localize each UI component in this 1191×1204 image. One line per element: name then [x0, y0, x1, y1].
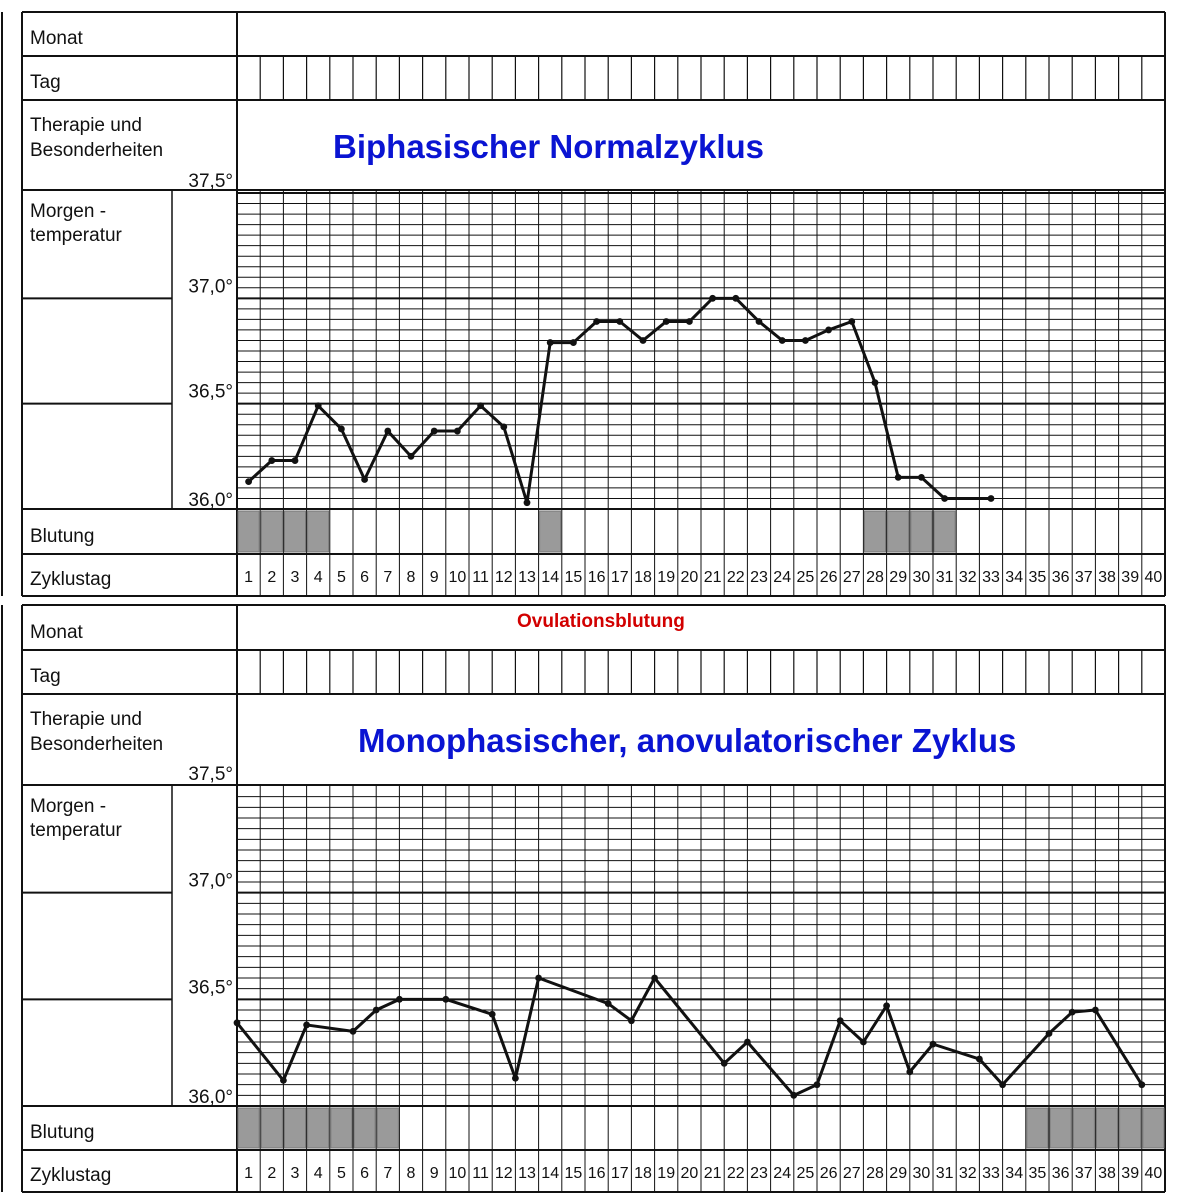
- zyklustag-number: 30: [912, 569, 931, 586]
- label-monat: Monat: [30, 622, 83, 643]
- temperature-point: [489, 1011, 496, 1018]
- zyklustag-number: 10: [448, 1165, 467, 1182]
- label-zyklustag: Zyklustag: [30, 1165, 112, 1186]
- blutung-cell: [1143, 1108, 1164, 1148]
- label-tag: Tag: [30, 72, 61, 93]
- zyklustag-number: 36: [1051, 569, 1070, 586]
- temperature-point: [709, 295, 716, 302]
- temperature-point: [512, 1075, 519, 1082]
- y-tick-label: 37,5°: [188, 764, 233, 785]
- y-tick-label: 36,0°: [188, 490, 233, 511]
- zyklustag-number: 40: [1144, 569, 1163, 586]
- zyklustag-number: 8: [406, 569, 416, 586]
- zyklustag-number: 9: [429, 569, 439, 586]
- zyklustag-number: 2: [267, 569, 277, 586]
- temperature-point: [872, 379, 879, 386]
- temperature-point: [616, 318, 623, 325]
- temperature-point: [442, 996, 449, 1003]
- temperature-point: [524, 499, 531, 506]
- temperature-point: [477, 402, 484, 409]
- zyklustag-number: 32: [958, 569, 977, 586]
- label-monat: Monat: [30, 28, 83, 49]
- y-tick-label: 37,0°: [188, 276, 233, 298]
- zyklustag-number: 13: [518, 1165, 536, 1182]
- temperature-point: [918, 474, 925, 481]
- zyklustag-number: 14: [541, 1165, 560, 1182]
- zyklustag-number: 39: [1121, 569, 1140, 586]
- monophasic-chart-sheet: [0, 600, 1191, 1199]
- temperature-point: [895, 474, 902, 481]
- zyklustag-number: 20: [680, 1165, 699, 1182]
- temperature-point: [883, 1002, 890, 1009]
- zyklustag-number: 28: [866, 1165, 884, 1182]
- temperature-point: [454, 428, 461, 435]
- zyklustag-number: 19: [657, 1165, 676, 1182]
- zyklustag-number: 38: [1098, 1165, 1116, 1182]
- zyklustag-number: 37: [1074, 1165, 1093, 1182]
- temperature-point: [268, 457, 275, 464]
- y-tick-label: 36,5°: [188, 977, 233, 999]
- temperature-point: [941, 495, 948, 502]
- temperature-point: [315, 402, 322, 409]
- temperature-point: [292, 457, 299, 464]
- temperature-point: [431, 428, 438, 435]
- temperature-point: [373, 1007, 380, 1014]
- zyklustag-number: 31: [935, 1165, 954, 1182]
- blutung-cell: [261, 511, 282, 552]
- zyklustag-number: 20: [680, 569, 699, 586]
- temperature-point: [756, 318, 763, 325]
- zyklustag-number: 37: [1074, 569, 1093, 586]
- zyklustag-number: 34: [1005, 1165, 1024, 1182]
- label-blutung: Blutung: [30, 1122, 95, 1143]
- zyklustag-number: 11: [472, 569, 489, 586]
- blutung-cell: [1096, 1108, 1117, 1148]
- zyklustag-number: 6: [360, 569, 370, 586]
- zyklustag-number: 21: [703, 569, 722, 586]
- temperature-point: [860, 1039, 867, 1046]
- temperature-point: [547, 339, 554, 346]
- zyklustag-number: 32: [958, 1165, 977, 1182]
- zyklustag-number: 7: [383, 1165, 393, 1182]
- zyklustag-number: 9: [429, 1165, 439, 1182]
- blutung-cell: [864, 511, 885, 552]
- zyklustag-number: 25: [796, 1165, 815, 1182]
- blutung-cell: [284, 1108, 305, 1148]
- temperature-point: [837, 1017, 844, 1024]
- blutung-cell: [238, 1108, 259, 1148]
- label-blutung: Blutung: [30, 526, 95, 547]
- zyklustag-number: 23: [750, 569, 768, 586]
- zyklustag-number: 40: [1144, 1165, 1163, 1182]
- zyklustag-number: 18: [634, 1165, 652, 1182]
- temperature-point: [976, 1056, 983, 1063]
- zyklustag-number: 33: [982, 569, 1000, 586]
- blutung-cell: [1073, 1108, 1094, 1148]
- blutung-cell: [888, 511, 909, 552]
- y-tick-label: 37,5°: [188, 171, 233, 192]
- y-tick-label: 37,0°: [188, 870, 233, 892]
- temperature-point: [280, 1077, 287, 1084]
- y-tick-label: 36,0°: [188, 1087, 233, 1108]
- temperature-point: [350, 1028, 357, 1035]
- zyklustag-number: 12: [494, 1165, 513, 1182]
- zyklustag-number: 34: [1005, 569, 1024, 586]
- temperature-point: [408, 453, 415, 460]
- blutung-cell: [934, 511, 955, 552]
- zyklustag-number: 5: [336, 1165, 346, 1182]
- zyklustag-number: 14: [541, 569, 560, 586]
- zyklustag-number: 27: [842, 569, 861, 586]
- zyklustag-number: 29: [889, 1165, 908, 1182]
- zyklustag-number: 10: [448, 569, 467, 586]
- zyklustag-number: 22: [726, 569, 745, 586]
- monophasic-chart: [0, 600, 1191, 1199]
- zyklustag-number: 25: [796, 569, 815, 586]
- temperature-point: [825, 327, 832, 334]
- zyklustag-number: 38: [1098, 569, 1116, 586]
- label-temperatur: temperatur: [30, 820, 122, 841]
- zyklustag-number: 30: [912, 1165, 931, 1182]
- label-temperatur: temperatur: [30, 225, 122, 246]
- chart-title: Monophasischer, anovulatorischer Zyklus: [358, 722, 1017, 759]
- temperature-point: [1069, 1009, 1076, 1016]
- label-therapie: Therapie und: [30, 115, 142, 136]
- temperature-point: [640, 337, 647, 344]
- zyklustag-number: 28: [866, 569, 884, 586]
- blutung-cell: [284, 511, 305, 552]
- temperature-point: [930, 1041, 937, 1048]
- chart-title: Biphasischer Normalzyklus: [333, 128, 764, 165]
- zyklustag-number: 8: [406, 1165, 416, 1182]
- zyklustag-number: 18: [634, 569, 652, 586]
- temperature-point: [790, 1092, 797, 1099]
- temperature-line: [249, 298, 991, 502]
- temperature-point: [396, 996, 403, 1003]
- temperature-point: [628, 1017, 635, 1024]
- temperature-point: [1092, 1007, 1099, 1014]
- zyklustag-number: 1: [244, 569, 254, 586]
- zyklustag-number: 35: [1028, 1165, 1047, 1182]
- temperature-point: [999, 1081, 1006, 1088]
- temperature-point: [500, 423, 507, 430]
- zyklustag-number: 19: [657, 569, 676, 586]
- zyklustag-number: 17: [610, 1165, 629, 1182]
- zyklustag-number: 13: [518, 569, 536, 586]
- blutung-cell: [1027, 1108, 1048, 1148]
- zyklustag-number: 1: [244, 1165, 254, 1182]
- zyklustag-number: 16: [587, 1165, 606, 1182]
- zyklustag-number: 12: [494, 569, 513, 586]
- temperature-point: [1046, 1030, 1053, 1037]
- zyklustag-number: 39: [1121, 1165, 1140, 1182]
- zyklustag-number: 5: [336, 569, 346, 586]
- zyklustag-number: 7: [383, 569, 393, 586]
- zyklustag-number: 21: [703, 1165, 722, 1182]
- blutung-cell: [308, 511, 329, 552]
- temperature-point: [361, 476, 368, 483]
- zyklustag-number: 17: [610, 569, 629, 586]
- temperature-point: [732, 295, 739, 302]
- temperature-point: [663, 318, 670, 325]
- temperature-point: [848, 318, 855, 325]
- zyklustag-number: 27: [842, 1165, 861, 1182]
- label-morgen: Morgen -: [30, 796, 107, 817]
- blutung-cell: [1120, 1108, 1141, 1148]
- zyklustag-number: 22: [726, 1165, 745, 1182]
- zyklustag-number: 15: [564, 1165, 583, 1182]
- label-zyklustag: Zyklustag: [30, 569, 112, 590]
- zyklustag-number: 16: [587, 569, 606, 586]
- temperature-point: [535, 975, 542, 982]
- temperature-point: [234, 1019, 241, 1026]
- zyklustag-number: 24: [773, 569, 792, 586]
- annotation-ovulationsblutung: Ovulationsblutung: [517, 611, 685, 632]
- zyklustag-number: 3: [290, 569, 300, 586]
- zyklustag-number: 35: [1028, 569, 1047, 586]
- temperature-point: [779, 337, 786, 344]
- zyklustag-number: 24: [773, 1165, 792, 1182]
- label-therapie: Therapie und: [30, 709, 142, 730]
- zyklustag-number: 33: [982, 1165, 1000, 1182]
- label-tag: Tag: [30, 666, 61, 687]
- temperature-point: [906, 1068, 913, 1075]
- temperature-point: [988, 495, 995, 502]
- zyklustag-number: 36: [1051, 1165, 1070, 1182]
- label-besonderheiten: Besonderheiten: [30, 140, 164, 161]
- temperature-point: [605, 1000, 612, 1007]
- zyklustag-number: 2: [267, 1165, 277, 1182]
- temperature-point: [245, 478, 252, 485]
- temperature-point: [686, 318, 693, 325]
- y-tick-label: 36,5°: [188, 381, 233, 403]
- blutung-cell: [1050, 1108, 1071, 1148]
- zyklustag-number: 4: [313, 569, 323, 586]
- temperature-point: [744, 1039, 751, 1046]
- label-besonderheiten: Besonderheiten: [30, 734, 164, 755]
- blutung-cell: [540, 511, 561, 552]
- zyklustag-number: 26: [819, 1165, 838, 1182]
- zyklustag-number: 11: [472, 1165, 489, 1182]
- temperature-point: [721, 1060, 728, 1067]
- temperature-point: [338, 426, 345, 433]
- zyklustag-number: 29: [889, 569, 908, 586]
- blutung-cell: [331, 1108, 352, 1148]
- temperature-point: [384, 428, 391, 435]
- temperature-line: [237, 978, 1142, 1095]
- temperature-point: [570, 339, 577, 346]
- blutung-cell: [354, 1108, 375, 1148]
- blutung-cell: [261, 1108, 282, 1148]
- blutung-cell: [911, 511, 932, 552]
- temperature-point: [651, 975, 658, 982]
- temperature-point: [303, 1022, 310, 1029]
- zyklustag-number: 26: [819, 569, 838, 586]
- zyklustag-number: 3: [290, 1165, 300, 1182]
- temperature-point: [593, 318, 600, 325]
- zyklustag-number: 31: [935, 569, 954, 586]
- temperature-point: [802, 337, 809, 344]
- label-morgen: Morgen -: [30, 201, 107, 222]
- temperature-point: [1138, 1081, 1145, 1088]
- blutung-cell: [238, 511, 259, 552]
- zyklustag-number: 6: [360, 1165, 370, 1182]
- blutung-cell: [308, 1108, 329, 1148]
- zyklustag-number: 4: [313, 1165, 323, 1182]
- zyklustag-number: 15: [564, 569, 583, 586]
- temperature-point: [814, 1081, 821, 1088]
- blutung-cell: [377, 1108, 398, 1148]
- zyklustag-number: 23: [750, 1165, 768, 1182]
